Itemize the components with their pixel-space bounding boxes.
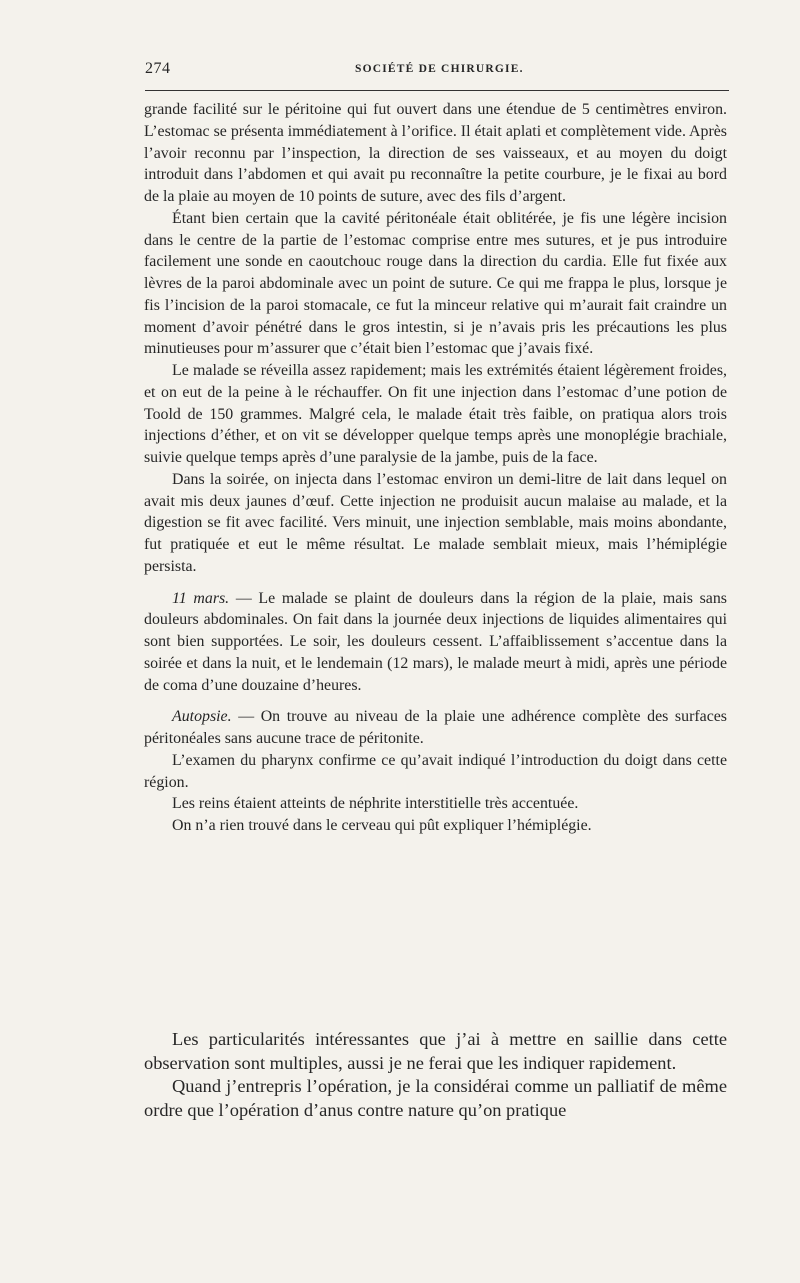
observation-paragraph-1: grande facilité sur le péritoine qui fut ouvert dans une étendue de 5 centimètres environ. L’estomac se présenta immédiatement à l’orifice. Il était aplati et complètement vide. Après l’avoir reconnu par l’inspection, la direction de ses vaisseaux, et au moyen du doigt introduit dans l’abdomen et qui avait pu reconnaître la petite courbure, je le fixai au bord de la plaie au moyen de 10 points de suture, avec des fils d’argent. [144, 101, 727, 205]
autopsy-label: Autopsie. [172, 708, 232, 726]
page-number: 274 [145, 60, 171, 77]
observation-paragraph-5-text: — Le malade se plaint de douleurs dans la région de la plaie, mais sans douleurs abdominales. On fait dans la journée deux injections de liquides alimentaires qui sont bien supportées. Le soir, les douleurs cessent. L’affaiblissement s’accentue dans la soirée et dans la nuit, et le lendemain (12 mars), le malade meurt à midi, après une période de coma d’une douzaine d’heures. [144, 589, 727, 694]
header-rule [145, 90, 729, 91]
observation-paragraph-5 [144, 588, 727, 697]
observation-paragraph-2: Étant bien certain que la cavité péritonéale était oblitérée, je fis une légère incision dans le centre de la partie de l’estomac comprise entre mes sutures, et je pus introduire facilement une sonde en caoutchouc rouge dans la direction du cardia. Elle fut fixée aux lèvres de la paroi abdominale avec un point de suture. Ce qui me frappa le plus, lorsque je fis l’incision de la paroi stomacale, ce fut la minceur relative qui m’aurait fait craindre un moment d’avoir pénétré dans le gros intestin, si je n’avais pris les précautions les plus minutieuses pour m’assurer que c’était bien l’estomac que j’avais fixé. [144, 209, 727, 358]
observation-paragraph-4: Dans la soirée, on injecta dans l’estomac environ un demi-litre de lait dans lequel on avait mis deux jaunes d’œuf. Cette injection ne produisit aucun malaise au malade, et la digestion se fit avec facilité. Vers minuit, une injection semblable, mais moins abondante, fut pratiquée et eut le même résultat. Le malade semblait mieux, mais l’hémiplégie persista. [144, 470, 727, 575]
observation-paragraph-6-text: — On trouve au niveau de la plaie une adhérence complète des surfaces péritonéales sans aucune trace de péritonite. [144, 708, 727, 747]
observation-paragraph-9: On n’a rien trouvé dans le cerveau qui pût expliquer l’hémiplégie. [172, 817, 592, 834]
page-header [145, 60, 727, 84]
date-label: 11 mars. [172, 589, 230, 607]
commentary-text [144, 1028, 727, 1122]
running-head: SOCIÉTÉ DE CHIRURGIE. [355, 63, 524, 75]
observation-paragraph-7: L’examen du pharynx confirme ce qu’avait indiqué l’introduction du doigt dans cette région. [144, 751, 727, 791]
observation-paragraph-3: Le malade se réveilla assez rapidement; mais les extrémités étaient légèrement froides, et on eut de la peine à le réchauffer. On fit une injection dans l’estomac d’une potion de Toold de 150 grammes. Malgré cela, le malade était très faible, on pratiqua alors trois injections d’éther, et on vit se développer quelque temps après une monoplégie brachiale, suivie quelque temps après d’une paralysie de la jambe, puis de la face. [144, 362, 727, 466]
observation-paragraph-6 [144, 706, 727, 750]
observation-paragraph-8: Les reins étaient atteints de néphrite interstitielle très accentuée. [172, 795, 579, 813]
commentary-paragraph-1: Les particularités intéressantes que j’ai à mettre en saillie dans cette observation sont multiples, aussi je ne ferai que les indiquer rapidement. [144, 1029, 727, 1073]
observation-text [144, 99, 727, 837]
commentary-paragraph-2: Quand j’entrepris l’opération, je la considérai comme un palliatif de même ordre que l’opération d’anus contre nature qu’on pratique [144, 1076, 727, 1120]
